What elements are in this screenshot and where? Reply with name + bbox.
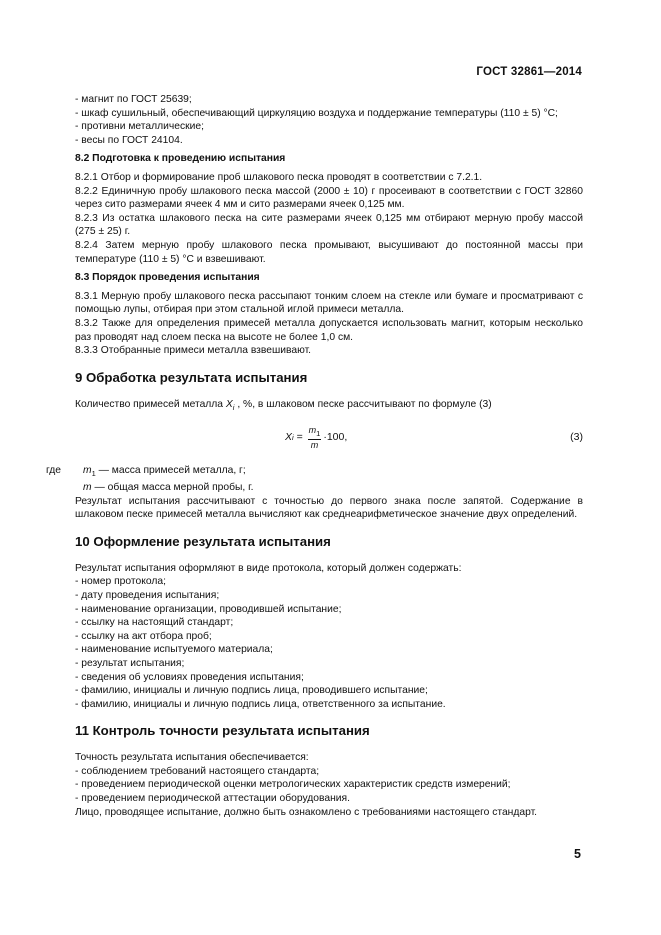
variable-x: X	[225, 398, 233, 410]
subsection-title-8-3: 8.3 Порядок проведения испытания	[75, 272, 260, 284]
list-item: - ссылку на акт отбора проб;	[75, 630, 212, 642]
list-item: - соблюдением требований настоящего стандарта;	[75, 765, 320, 777]
subsection-title-8-2: 8.2 Подготовка к проведению испытания	[75, 153, 286, 165]
formula-lhs-subscript: i	[292, 433, 294, 443]
where-var-m1: m	[83, 465, 92, 477]
list-item: - наименование организации, проводившей испытание;	[75, 603, 342, 615]
paragraph-11-closing: Лицо, проводящее испытание, должно быть ознакомлено с требованиями настоящего стандарт.	[75, 806, 538, 818]
formula-number: (3)	[570, 431, 583, 444]
list-item: - фамилию, инициалы и личную подпись лица, ответственного за испытание.	[75, 698, 446, 710]
where-label: где	[46, 465, 62, 477]
section-title-10: 10 Оформление результата испытания	[75, 533, 331, 549]
intro-text: Количество примесей металла	[75, 398, 226, 410]
section-title-11: 11 Контроль точности результата испытания	[75, 723, 370, 739]
where-line-2	[75, 481, 583, 495]
section-title-9: 9 Обработка результата испытания	[75, 369, 308, 385]
formula-multiplier: ·100,	[323, 431, 348, 444]
where-var-subscript: 1	[91, 469, 96, 479]
where-line-1	[46, 464, 583, 481]
formula-fraction	[308, 425, 322, 451]
paragraph-8-2-4: 8.2.4 Затем мерную пробу шлакового песка промывают, высушивают до постоянной массы при температуре (110 ± 5) °С и взвешивают.	[75, 239, 583, 265]
formula-equals: =	[293, 431, 306, 444]
paragraph-11-intro: Точность результата испытания обеспечивается:	[75, 752, 309, 764]
page-number: 5	[574, 847, 581, 861]
intro-text-end: , %, в шлаковом песке рассчитывают по формуле (3)	[234, 398, 492, 410]
list-item: - проведением периодической аттестации оборудования.	[75, 793, 350, 805]
list-item: - магнит по ГОСТ 25639;	[75, 94, 192, 105]
fraction-numerator	[308, 425, 322, 440]
paragraph-8-2-3: 8.2.3 Из остатка шлакового песка на сите размерами ячеек 0,125 мм отбирают мерную пробу массой (275 ± 25) г.	[75, 212, 583, 238]
fraction-denominator: m	[310, 440, 319, 451]
list-item: - ссылку на настоящий стандарт;	[75, 617, 234, 629]
where-var-m: m	[83, 481, 92, 493]
list-item: - дату проведения испытания;	[75, 589, 220, 601]
list-item: - весы по ГОСТ 24104.	[75, 134, 183, 146]
paragraph-8-2-2: 8.2.2 Единичную пробу шлакового песка массой (2000 ± 10) г просеивают в соответствии с ГОСТ 32860 через сито размерами ячеек 4 мм и сито размерами ячеек 0,125 мм.	[75, 185, 583, 211]
paragraph-9-result: Результат испытания рассчитывают с точностью до первого знака после запятой. Содержание в шлаковом песке примесей металла вычисляют как среднеарифметическое значение двух определений.	[75, 495, 583, 521]
list-item: - проведением периодической оценки метрологических характеристик средств измерений;	[75, 779, 511, 791]
list-item: - фамилию, инициалы и личную подпись лица, проводившего испытание;	[75, 685, 428, 697]
list-item: - противни металлические;	[75, 121, 204, 133]
formula-expression	[285, 425, 347, 451]
variable-subscript: i	[232, 402, 235, 412]
page-header-standard: ГОСТ 32861—2014	[476, 66, 582, 78]
list-item: - сведения об условиях проведения испытания;	[75, 671, 304, 683]
paragraph-8-3-1: 8.3.1 Мерную пробу шлакового песка рассыпают тонким слоем на стекле или бумаге и просматривают с помощью лупы, отбирая при этом стальной иглой примеси металла.	[75, 290, 583, 316]
list-item: - результат испытания;	[75, 657, 185, 669]
formula-3	[75, 420, 583, 458]
paragraph-10-intro: Результат испытания оформляют в виде протокола, который должен содержать:	[75, 562, 462, 574]
where-text-m1: — масса примесей металла, г;	[95, 465, 246, 477]
paragraph-8-3-2: 8.3.2 Также для определения примесей металла допускается использовать магнит, которым несколько раз проводят над слоем песка на высоте не более 1,0 см.	[75, 317, 583, 343]
paragraph-8-2-1: 8.2.1 Отбор и формирование проб шлакового песка проводят в соответствии с 7.2.1.	[75, 171, 483, 183]
paragraph-8-3-3: 8.3.3 Отобранные примеси металла взвешивают.	[75, 345, 312, 357]
numerator-subscript: 1	[316, 429, 321, 439]
list-item: - наименование испытуемого материала;	[75, 644, 273, 656]
numerator-var: m	[308, 425, 317, 436]
where-text-m: — общая масса мерной пробы, г.	[91, 481, 254, 493]
list-item: - шкаф сушильный, обеспечивающий циркуляцию воздуха и поддержание температуры (110 ± 5) °С;	[75, 107, 558, 119]
formula-lhs: X	[285, 431, 293, 444]
page-content	[46, 93, 583, 819]
paragraph-9-intro	[75, 398, 583, 415]
list-item: - номер протокола;	[75, 576, 166, 588]
